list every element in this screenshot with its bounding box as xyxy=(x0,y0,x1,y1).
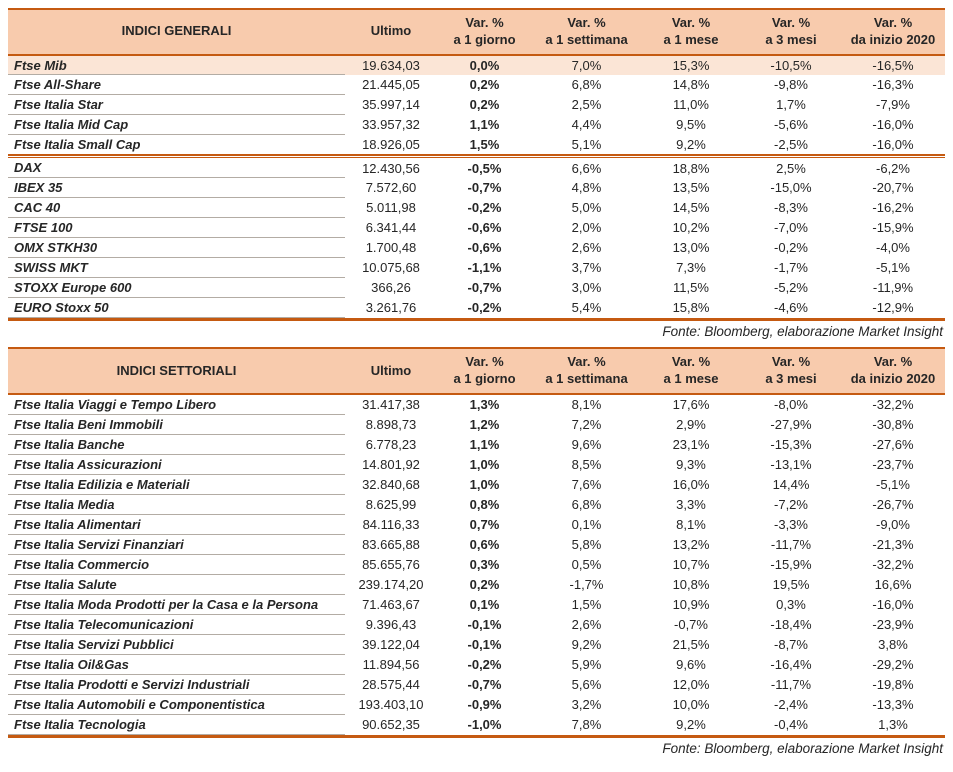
cell-w1: 3,7% xyxy=(571,260,602,276)
cell-m1: 2,9% xyxy=(676,416,706,432)
cell-m3: -1,7% xyxy=(774,260,808,276)
cell-w1: 5,1% xyxy=(571,136,602,152)
index-name: Ftse Italia Telecomunicazioni xyxy=(8,614,345,634)
index-name: DAX xyxy=(8,158,345,178)
cell-m3: -8,7% xyxy=(774,636,808,652)
cell-m1: 15,8% xyxy=(672,300,710,316)
col-header-line2: a 1 mese xyxy=(663,371,719,387)
cell-ytd: -16,5% xyxy=(841,55,945,75)
cell-d1: -0,2% xyxy=(467,656,502,672)
cell-m1: 10,7% xyxy=(672,556,710,572)
index-name: STOXX Europe 600 xyxy=(8,278,345,298)
cell-d1: -1,0% xyxy=(467,716,502,732)
cell-m3: -10,5% xyxy=(741,55,841,75)
cell-ultimo: 10.075,68 xyxy=(362,260,420,276)
cell-ultimo: 18.926,05 xyxy=(362,136,420,152)
cell-m1: 12,0% xyxy=(672,676,710,692)
cell-d1: -0,6% xyxy=(467,220,502,236)
col-header-line2: da inizio 2020 xyxy=(850,31,936,47)
index-row xyxy=(8,534,945,554)
cell-ytd: -32,2% xyxy=(872,397,914,413)
cell-ultimo: 71.463,67 xyxy=(362,596,420,612)
cell-d1: 0,7% xyxy=(469,516,500,532)
cell-ultimo: 11.894,56 xyxy=(362,656,420,672)
cell-w1: 4,8% xyxy=(571,180,602,196)
cell-ytd: -26,7% xyxy=(872,496,914,512)
cell-ultimo: 19.634,03 xyxy=(345,55,437,75)
cell-ultimo: 14.801,92 xyxy=(362,456,420,472)
cell-d1: 0,8% xyxy=(469,496,500,512)
cell-ultimo: 32.840,68 xyxy=(362,476,420,492)
cell-m1: 21,5% xyxy=(672,636,710,652)
cell-w1: 1,5% xyxy=(571,596,602,612)
col-header-var-1settimana xyxy=(532,9,641,55)
col-header-line1: Var. % xyxy=(465,15,504,30)
cell-ytd: -13,3% xyxy=(872,696,914,712)
cell-ultimo: 8.625,99 xyxy=(365,496,417,512)
cell-ytd: -20,7% xyxy=(872,180,914,196)
cell-w1: 2,6% xyxy=(571,616,602,632)
cell-w1: 7,6% xyxy=(571,476,602,492)
cell-m3: 14,4% xyxy=(772,476,810,492)
index-row xyxy=(8,115,945,135)
index-name: Ftse Italia Servizi Pubblici xyxy=(8,634,345,654)
cell-ytd: -7,9% xyxy=(876,97,910,113)
index-row xyxy=(8,594,945,614)
cell-m3: 0,3% xyxy=(776,596,806,612)
col-header-line2: a 1 giorno xyxy=(453,31,516,47)
cell-w1: 7,2% xyxy=(571,416,602,432)
col-header-ultimo: Ultimo xyxy=(345,9,437,55)
cell-d1: 0,3% xyxy=(469,556,500,572)
cell-ytd: -5,1% xyxy=(876,476,910,492)
cell-m3: -7,0% xyxy=(774,220,808,236)
col-header-var-1settimana xyxy=(532,348,641,394)
col-header-line1: Var. % xyxy=(567,354,606,370)
cell-ultimo: 84.116,33 xyxy=(362,516,420,532)
cell-ytd: 1,3% xyxy=(878,716,908,732)
cell-m1: 9,3% xyxy=(676,456,706,472)
index-name: Ftse Italia Moda Prodotti per la Casa e la Persona xyxy=(8,594,345,614)
cell-ytd: -12,9% xyxy=(872,300,914,316)
index-name: Ftse Italia Alimentari xyxy=(8,514,345,534)
index-name: Ftse Italia Mid Cap xyxy=(8,115,345,135)
index-name: Ftse Italia Beni Immobili xyxy=(8,414,345,434)
index-row xyxy=(8,674,945,694)
cell-m3: -5,6% xyxy=(774,117,808,133)
cell-m3: -7,2% xyxy=(774,496,808,512)
cell-ytd: -16,0% xyxy=(872,136,914,152)
col-header-var-1mese xyxy=(641,9,741,55)
cell-m1: 11,0% xyxy=(673,97,709,113)
cell-m1: 17,6% xyxy=(672,397,710,413)
cell-d1: -0,2% xyxy=(467,200,502,216)
col-header-line2: a 1 settimana xyxy=(545,31,628,47)
index-row xyxy=(8,654,945,674)
index-row xyxy=(8,434,945,454)
cell-m1: 14,8% xyxy=(672,77,710,93)
cell-ultimo: 35.997,14 xyxy=(362,97,420,113)
index-row xyxy=(8,258,945,278)
cell-ytd: -15,9% xyxy=(872,220,914,236)
indici-settoriali-table xyxy=(8,347,945,734)
index-row xyxy=(8,55,945,75)
cell-m3: 1,7% xyxy=(776,97,806,113)
col-header-line2: a 3 mesi xyxy=(765,371,817,387)
col-header-var-inizio2020 xyxy=(841,9,945,55)
cell-w1: 5,0% xyxy=(571,200,602,216)
cell-ultimo: 6.341,44 xyxy=(365,220,417,236)
cell-ytd: -27,6% xyxy=(872,436,914,452)
cell-w1: 0,1% xyxy=(571,516,602,532)
cell-ultimo: 31.417,38 xyxy=(362,397,420,413)
cell-d1: 1,1% xyxy=(469,117,500,133)
cell-ultimo: 239.174,20 xyxy=(358,576,424,592)
col-header-line1: Var. % xyxy=(873,15,913,30)
cell-d1: 1,3% xyxy=(469,397,500,413)
index-row xyxy=(8,634,945,654)
cell-w1: 4,4% xyxy=(571,117,602,133)
cell-d1: 1,1% xyxy=(469,436,500,452)
cell-m1: 8,1% xyxy=(676,516,706,532)
index-name: Ftse Italia Assicurazioni xyxy=(8,454,345,474)
index-row xyxy=(8,394,945,414)
cell-w1: 5,8% xyxy=(571,536,602,552)
cell-w1: 8,5% xyxy=(571,456,602,472)
cell-ultimo: 21.445,05 xyxy=(362,77,420,93)
cell-m3: -15,0% xyxy=(770,180,812,196)
cell-m1: 10,9% xyxy=(672,596,710,612)
cell-w1: 6,6% xyxy=(571,160,602,176)
cell-w1: 9,6% xyxy=(571,436,602,452)
cell-m3: -15,3% xyxy=(770,436,812,452)
cell-ultimo: 7.572,60 xyxy=(365,180,417,196)
index-row xyxy=(8,278,945,298)
index-name: FTSE 100 xyxy=(8,218,345,238)
cell-d1: -0,1% xyxy=(467,616,502,632)
cell-w1: 9,2% xyxy=(571,636,602,652)
cell-m1: 11,5% xyxy=(673,280,709,296)
cell-ultimo: 28.575,44 xyxy=(362,676,420,692)
cell-m1: -0,7% xyxy=(674,616,708,632)
cell-w1: -1,7% xyxy=(569,576,604,592)
cell-w1: 2,0% xyxy=(571,220,602,236)
cell-ytd: -16,0% xyxy=(872,117,914,133)
cell-m1: 13,0% xyxy=(672,240,710,256)
cell-m3: -15,9% xyxy=(770,556,812,572)
cell-d1: -0,9% xyxy=(467,696,502,712)
cell-m1: 13,2% xyxy=(672,536,710,552)
cell-d1: 1,2% xyxy=(469,416,500,432)
indici-generali-table xyxy=(8,8,945,318)
cell-w1: 2,6% xyxy=(571,240,602,256)
cell-d1: 1,5% xyxy=(469,136,500,152)
cell-ytd: -29,2% xyxy=(872,656,914,672)
cell-ytd: -4,0% xyxy=(876,240,910,256)
index-row xyxy=(8,95,945,115)
index-name: Ftse Italia Commercio xyxy=(8,554,345,574)
index-name: Ftse Italia Small Cap xyxy=(8,135,345,155)
index-name: Ftse Italia Banche xyxy=(8,434,345,454)
index-name: SWISS MKT xyxy=(8,258,345,278)
cell-w1: 3,2% xyxy=(571,696,602,712)
cell-m3: -11,7% xyxy=(770,536,812,552)
cell-m1: 15,3% xyxy=(641,55,741,75)
cell-d1: 0,0% xyxy=(437,55,532,75)
cell-w1: 0,5% xyxy=(571,556,602,572)
cell-d1: -0,7% xyxy=(467,180,502,196)
cell-m1: 10,2% xyxy=(672,220,710,236)
col-header-line2: da inizio 2020 xyxy=(850,371,936,387)
cell-m3: -9,8% xyxy=(774,77,808,93)
cell-w1: 5,9% xyxy=(571,656,602,672)
cell-ytd: 16,6% xyxy=(874,576,912,592)
general-indices-body xyxy=(8,55,945,318)
index-name: Ftse Italia Automobili e Componentistica xyxy=(8,694,345,714)
col-header-line2: a 1 mese xyxy=(663,31,719,47)
index-row xyxy=(8,178,945,198)
cell-m1: 16,0% xyxy=(672,476,710,492)
cell-ytd: -23,9% xyxy=(872,616,914,632)
cell-ultimo: 8.898,73 xyxy=(365,416,417,432)
sector-indices-section xyxy=(8,347,945,761)
index-name: Ftse Italia Edilizia e Materiali xyxy=(8,474,345,494)
col-header-var-3mesi xyxy=(741,9,841,55)
col-header-line1: Var. % xyxy=(771,15,811,30)
index-name: OMX STKH30 xyxy=(8,238,345,258)
cell-m1: 23,1% xyxy=(672,436,710,452)
header-row xyxy=(8,348,945,394)
cell-m3: -18,4% xyxy=(770,616,812,632)
index-name: Ftse Italia Star xyxy=(8,95,345,115)
cell-d1: 1,0% xyxy=(469,456,500,472)
cell-ytd: -5,1% xyxy=(876,260,910,276)
table-title: INDICI GENERALI xyxy=(8,9,345,55)
col-header-ultimo: Ultimo xyxy=(345,348,437,394)
index-name: Ftse Mib xyxy=(8,55,345,75)
cell-ultimo: 9.396,43 xyxy=(365,616,417,632)
index-name: Ftse All-Share xyxy=(8,75,345,95)
cell-d1: 0,1% xyxy=(469,596,500,612)
cell-ultimo: 1.700,48 xyxy=(365,240,417,256)
cell-ultimo: 85.655,76 xyxy=(362,556,420,572)
index-row xyxy=(8,514,945,534)
cell-m1: 14,5% xyxy=(672,200,710,216)
cell-m1: 18,8% xyxy=(672,160,710,176)
col-header-line1: Var. % xyxy=(873,354,913,370)
index-name: Ftse Italia Media xyxy=(8,494,345,514)
col-header-line1: Var. % xyxy=(671,354,711,370)
index-name: EURO Stoxx 50 xyxy=(8,298,345,318)
cell-ultimo: 33.957,32 xyxy=(362,117,420,133)
cell-w1: 6,8% xyxy=(571,496,602,512)
col-header-var-inizio2020 xyxy=(841,348,945,394)
cell-d1: 0,6% xyxy=(469,536,500,552)
cell-m3: -5,2% xyxy=(774,280,808,296)
cell-d1: -0,5% xyxy=(467,160,502,176)
cell-ytd: -16,3% xyxy=(872,77,914,93)
cell-m3: -8,0% xyxy=(774,397,808,413)
index-row xyxy=(8,198,945,218)
cell-w1: 6,8% xyxy=(571,77,602,93)
cell-ultimo: 366,26 xyxy=(371,280,411,296)
cell-ytd: -6,2% xyxy=(876,160,910,176)
cell-m3: -4,6% xyxy=(774,300,808,316)
cell-ytd: -16,2% xyxy=(872,200,914,216)
cell-w1: 7,0% xyxy=(532,55,641,75)
cell-m1: 13,5% xyxy=(672,180,710,196)
source-note: Fonte: Bloomberg, elaborazione Market Insight xyxy=(662,740,943,756)
cell-ultimo: 90.652,35 xyxy=(362,716,420,732)
cell-m1: 7,3% xyxy=(676,260,706,276)
col-header-line1: Var. % xyxy=(671,15,711,30)
col-header-var-1giorno xyxy=(437,348,532,394)
cell-w1: 5,6% xyxy=(571,676,602,692)
cell-m1: 9,2% xyxy=(676,136,706,152)
cell-m3: 19,5% xyxy=(772,576,810,592)
cell-m1: 9,6% xyxy=(676,656,706,672)
cell-ytd: -32,2% xyxy=(872,556,914,572)
index-name: Ftse Italia Servizi Finanziari xyxy=(8,534,345,554)
index-row xyxy=(8,714,945,734)
cell-m3: -8,3% xyxy=(774,200,808,216)
cell-m3: -0,4% xyxy=(774,716,808,732)
index-row xyxy=(8,574,945,594)
index-name: Ftse Italia Viaggi e Tempo Libero xyxy=(8,394,345,414)
col-header-var-3mesi xyxy=(741,348,841,394)
cell-m3: -16,4% xyxy=(770,656,812,672)
index-row xyxy=(8,554,945,574)
cell-m1: 10,8% xyxy=(672,576,710,592)
cell-d1: -0,7% xyxy=(467,280,502,296)
cell-ytd: -23,7% xyxy=(872,456,914,472)
cell-ytd: -21,3% xyxy=(872,536,914,552)
general-indices-section xyxy=(8,8,945,345)
cell-m1: 10,0% xyxy=(672,696,710,712)
index-row xyxy=(8,614,945,634)
index-name: Ftse Italia Tecnologia xyxy=(8,714,345,734)
cell-m3: -3,3% xyxy=(774,516,808,532)
cell-m3: 2,5% xyxy=(776,160,806,176)
cell-w1: 7,8% xyxy=(571,716,602,732)
cell-ytd: -30,8% xyxy=(872,416,914,432)
index-name: Ftse Italia Prodotti e Servizi Industriali xyxy=(8,674,345,694)
cell-d1: 0,2% xyxy=(469,77,500,93)
index-name: IBEX 35 xyxy=(8,178,345,198)
cell-m3: -13,1% xyxy=(770,456,812,472)
cell-ytd: -16,0% xyxy=(872,596,914,612)
cell-ytd: -19,8% xyxy=(872,676,914,692)
col-header-line1: Var. % xyxy=(567,15,606,30)
cell-w1: 8,1% xyxy=(571,397,602,413)
cell-d1: -0,7% xyxy=(467,676,502,692)
cell-w1: 5,4% xyxy=(571,300,602,316)
cell-d1: 1,0% xyxy=(469,476,500,492)
cell-ultimo: 83.665,88 xyxy=(362,536,420,552)
index-name: CAC 40 xyxy=(8,198,345,218)
cell-w1: 3,0% xyxy=(571,280,602,296)
cell-ytd: 3,8% xyxy=(878,636,908,652)
index-row xyxy=(8,135,945,155)
cell-ytd: -11,9% xyxy=(872,280,914,296)
col-header-line2: a 1 settimana xyxy=(545,371,628,387)
cell-d1: 0,2% xyxy=(469,576,500,592)
cell-m1: 3,3% xyxy=(676,496,706,512)
cell-ultimo: 39.122,04 xyxy=(362,636,420,652)
col-header-var-1giorno xyxy=(437,9,532,55)
cell-d1: -0,2% xyxy=(467,300,502,316)
cell-d1: -0,6% xyxy=(467,240,502,256)
cell-ultimo: 12.430,56 xyxy=(362,160,420,176)
cell-ytd: -9,0% xyxy=(876,516,910,532)
col-header-line1: Var. % xyxy=(771,354,811,370)
cell-ultimo: 193.403,10 xyxy=(358,696,424,712)
index-row xyxy=(8,158,945,178)
cell-m3: -2,4% xyxy=(774,696,808,712)
index-row xyxy=(8,298,945,318)
source-note: Fonte: Bloomberg, elaborazione Market Insight xyxy=(662,324,943,340)
cell-m1: 9,2% xyxy=(676,716,706,732)
cell-m3: -11,7% xyxy=(770,676,812,692)
index-name: Ftse Italia Salute xyxy=(8,574,345,594)
index-row xyxy=(8,238,945,258)
header-row xyxy=(8,9,945,55)
cell-d1: -1,1% xyxy=(467,260,502,276)
index-row xyxy=(8,474,945,494)
table-title: INDICI SETTORIALI xyxy=(8,348,345,394)
index-row xyxy=(8,218,945,238)
cell-d1: 0,2% xyxy=(469,97,500,113)
index-name: Ftse Italia Oil&Gas xyxy=(8,654,345,674)
index-row xyxy=(8,414,945,434)
cell-w1: 2,5% xyxy=(571,97,602,113)
index-row xyxy=(8,75,945,95)
sector-indices-body xyxy=(8,394,945,734)
cell-ultimo: 5.011,98 xyxy=(366,200,416,216)
col-header-line2: a 1 giorno xyxy=(453,371,516,387)
cell-m3: -2,5% xyxy=(774,136,808,152)
cell-ultimo: 6.778,23 xyxy=(365,436,417,452)
col-header-var-1mese xyxy=(641,348,741,394)
cell-m3: -0,2% xyxy=(774,240,808,256)
index-row xyxy=(8,694,945,714)
col-header-line1: Var. % xyxy=(465,354,504,370)
index-row xyxy=(8,494,945,514)
cell-d1: -0,1% xyxy=(467,636,502,652)
col-header-line2: a 3 mesi xyxy=(765,31,817,47)
cell-m3: -27,9% xyxy=(770,416,812,432)
index-row xyxy=(8,454,945,474)
cell-m1: 9,5% xyxy=(676,117,706,133)
cell-ultimo: 3.261,76 xyxy=(365,300,417,316)
